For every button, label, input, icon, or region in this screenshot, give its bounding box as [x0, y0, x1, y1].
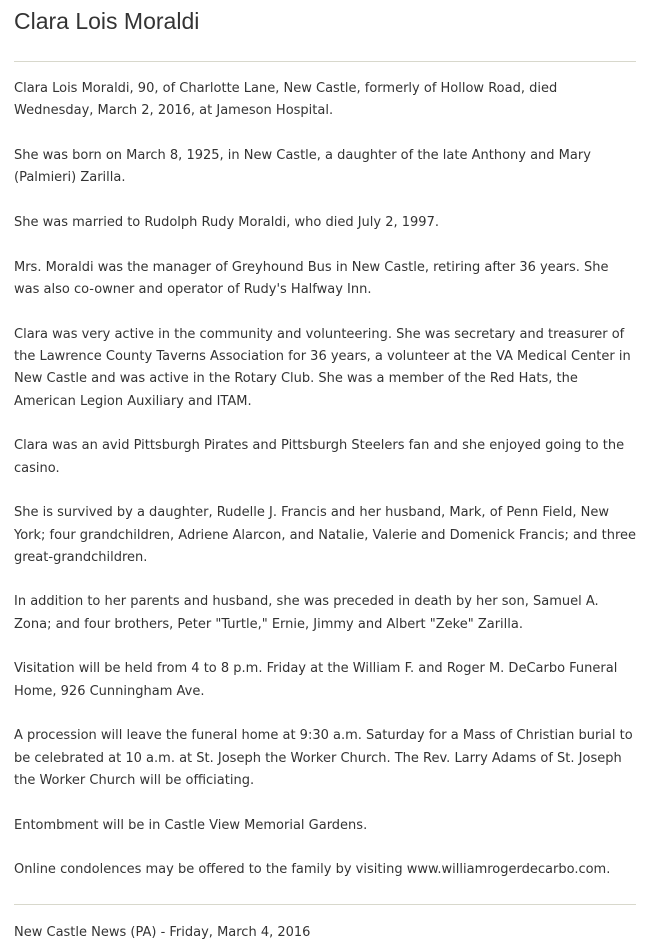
paragraph-career: Mrs. Moraldi was the manager of Greyhound Bus in New Castle, retiring after 36 years. She was also co-owner and operator of Rudy's Halfway Inn.: [14, 259, 609, 297]
paragraph-interests: Clara was an avid Pittsburgh Pirates and Pittsburgh Steelers fan and she enjoyed going to the casino.: [14, 438, 625, 476]
page-title: Clara Lois Moraldi: [14, 8, 200, 34]
source-citation: New Castle News (PA) - Friday, March 4, 2016: [14, 925, 311, 941]
paragraph-survivors: She is survived by a daughter, Rudelle J. Francis and her husband, Mark, of Penn Field, New York; four grandchildren, Adriene Alarcon, and Natalie, Valerie and Domenick Francis; and three great-grandchildren.: [14, 505, 637, 565]
paragraph-visitation: Visitation will be held from 4 to 8 p.m. Friday at the William F. and Roger M. DeCarbo Funeral Home, 926 Cunningham Ave.: [14, 661, 618, 699]
paragraph-preceded: In addition to her parents and husband, she was preceded in death by her son, Samuel A. Zona; and four brothers, Peter "Turtle," Ernie, Jimmy and Albert "Zeke" Zarilla.: [14, 594, 599, 632]
paragraph-condolences: Online condolences may be offered to the family by visiting www.williamrogerdecarbo.com.: [14, 862, 611, 878]
paragraph-marriage: She was married to Rudolph Rudy Moraldi, who died July 2, 1997.: [14, 214, 439, 230]
paragraph-procession: A procession will leave the funeral home at 9:30 a.m. Saturday for a Mass of Christian burial to be celebrated at 10 a.m. at St. Joseph the Worker Church. The Rev. Larry Adams of St. Joseph the Worker Church will be officiating.: [14, 728, 633, 789]
paragraph-entombment: Entombment will be in Castle View Memorial Gardens.: [14, 817, 368, 833]
obituary-body: [14, 78, 636, 882]
title-divider: [14, 61, 636, 62]
source-divider: [14, 904, 636, 905]
paragraph-death-notice: Clara Lois Moraldi, 90, of Charlotte Lane, New Castle, formerly of Hollow Road, died Wednesday, March 2, 2016, at Jameson Hospital.: [14, 81, 558, 119]
paragraph-community: Clara was very active in the community and volunteering. She was secretary and treasurer of the Lawrence County Taverns Association for 36 years, a volunteer at the VA Medical Center in New Castle and was active in the Rotary Club. She was a member of the Red Hats, the American Legion Auxiliary and ITAM.: [14, 326, 631, 409]
paragraph-birth: She was born on March 8, 1925, in New Castle, a daughter of the late Anthony and Mary (Palmieri) Zarilla.: [14, 147, 591, 186]
